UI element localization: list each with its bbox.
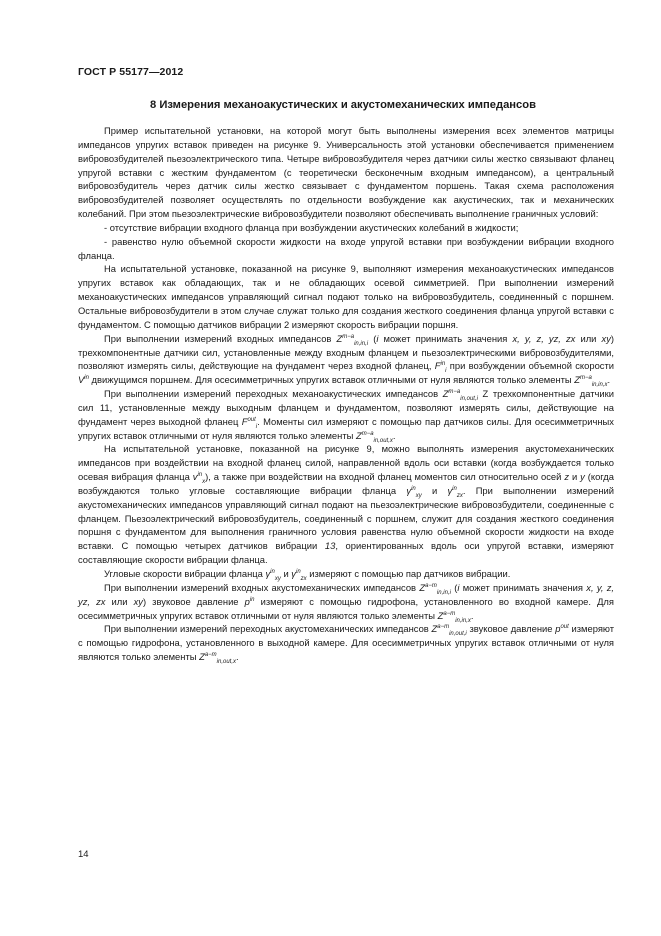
paragraph: На испытательной установке, показанной на рисунке 9, можно выполнять измерения акустомеханических импедансов при воздействии на входной фланец силой, направленной вдоль оси вставки (когда возбуждается только осевая вибрация фланца $v^{in}_x$), а также при воздействии на входной фланец моментов сил относительно осей z и y (когда возбуждаются только угловые составляющие вибрации фланца $\gamma^{in}_{xy}$ и $\gamma^{in}_{zx}$. При выполнении измерений акустомеханических импедансов управляющий сигнал подают на пьезоэлектрические вибровозбудители, соединенные с фланцем. Пьезоэлектрический вибровозбудитель, соединенный с поршнем, служит для создания жесткого соединения поршня с фундаментом для выполнения граничного условия равенства нулю объемной скорости жидкости на входе вставки. С помощью четырех датчиков вибрации 13, ориентированных вдоль оси упругой вставки, измеряют составляющие скорости вибрации фланца.	[78, 443, 615, 566]
paragraph: Пример испытательной установки, на которой могут быть выполнены измерения всех элементов матрицы импедансов упругих вставок приведен на рисунке 9. Универсальность этой установки обеспечивается применением вибровозбудителей пьезоэлектрического типа. Четыре вибровозбудителя через датчики силы жестко связывают фланец упругой вставки с жестким фундаментом (с теоретически бесконечным входным импедансом), а центральный вибровозбудитель через датчик силы жестко связывает с фундаментом поршень. Такая схема расположения вибровозбудителей позволяет осуществлять по отдельности возбуждение как акустических, так и механических колебаний. При этом пьезоэлектрические вибровозбудители позволяют обеспечивать выполнение граничных условий:	[78, 125, 614, 220]
formula: $Z^{a-m}_{in,in,i}$	[419, 581, 451, 596]
formula: $F^{out}_i$	[241, 415, 258, 430]
formula: $\gamma^{in}_{zx}$	[291, 568, 307, 582]
list-item: - отсутствие вибрации входного фланца при возбуждении акустических колебаний в жидкости;	[104, 221, 519, 233]
paragraph: При выполнении измерений входных импедансов $Z^{m-a}_{in,in,i}$ (i может принимать значения x, y, z, yz, zx или xy) трехкомпонентные датчики сил, установленные между входным фланцем и пьезоэлектрическими вибровозбудителями, позволяют измерять силы, действующие на фундамент через входной фланец, $F^{in}_i$ при возбуждении объемной скорости $V^{in}$ движущимся поршнем. Для осесимметричных упругих вставок отличными от нуля являются только элементы $Z^{m-a}_{in,in,x}$.	[78, 332, 614, 389]
formula: $p^{in}$	[244, 595, 255, 607]
formula: $F^{in}_i$	[434, 360, 447, 375]
formula: $Z^{a-m}_{in,in,x}$.	[437, 609, 474, 624]
section-title: 8 Измерения механоакустических и акустомеханических импедансов	[150, 99, 536, 111]
formula: $\gamma^{in}_{xy}$	[406, 484, 422, 499]
list-item: - равенство нулю объемной скорости жидкости на входе упругой вставки при возбуждении вибрации входного фланца.	[78, 235, 614, 261]
formula: $Z^{a-m}_{in,out,i}$	[431, 623, 467, 638]
paragraph: При выполнении измерений переходных акустомеханических импедансов $Z^{a-m}_{in,out,i}$ звуковое давление $p^{out}$ измеряют с помощью гидрофона, установленного в выходной камере. Для осесимметричных упругих вставок отличными от нуля являются только элементы $Z^{a-m}_{in,out,x}$.	[78, 623, 615, 665]
formula: $Z^{m-a}_{in,out,x}$.	[355, 429, 396, 444]
formula: $\gamma^{in}_{xy}$	[265, 568, 281, 582]
formula: $Z^{m-a}_{in,in,x}$.	[574, 374, 611, 389]
formula: $\gamma^{in}_{zx}$	[447, 484, 463, 499]
paragraph: При выполнении измерений входных акустомеханических импедансов $Z^{a-m}_{in,in,i}$ (i может принимать значения x, y, z, yz, zx или xy) звуковое давление $p^{in}$ измеряют с помощью гидрофона, установленного во входной камере. Для осесимметричных упругих вставок отличными от нуля являются только элементы $Z^{a-m}_{in,in,x}$.	[78, 581, 615, 624]
formula: $Z^{m-a}_{in,out,i}$	[442, 388, 478, 402]
document-code: ГОСТ Р 55177—2012	[78, 66, 184, 78]
paragraph: При выполнении измерений переходных механоакустических импедансов $Z^{m-a}_{in,out,i}$ Z трехкомпонентные датчики сил 11, установленные между выходным фланцем и фундаментом, позволяют измерять силы, действующие на фундамент через выходной фланец $F^{out}_i$. Моменты сил измеряют с помощью пар датчиков силы. Для осесимметричных упругих вставок отличными от нуля являются только элементы $Z^{m-a}_{in,out,x}$.	[78, 388, 614, 444]
formula: $V^{in}$	[78, 374, 89, 386]
section-body	[78, 124, 614, 664]
page-number: 14	[78, 849, 89, 860]
formula: $p^{out}$	[555, 623, 569, 635]
paragraph: Угловые скорости вибрации фланца $\gamma^{in}_{xy}$ и $\gamma^{in}_{zx}$ измеряют с помощью пар датчиков вибрации.	[104, 568, 511, 582]
paragraph: На испытательной установке, показанной на рисунке 9, выполняют измерения механоакустических импедансов упругих вставок как обладающих, так и не обладающих осевой симметрией. При выполнении измерений механоакустических импедансов управляющий сигнал подают только на вибровозбудитель, соединенный с поршнем. Остальные вибровозбудители в этом случае служат только для создания жесткого соединения фланца упругой вставки с фундаментом. С помощью датчиков вибрации 2 измеряют скорость вибрации поршня.	[78, 263, 614, 330]
formula: $Z^{m-a}_{in,in,i}$	[336, 332, 369, 347]
formula: $v^{in}_x$	[192, 471, 206, 485]
formula: $Z^{a-m}_{in,out,x}$.	[199, 651, 239, 665]
